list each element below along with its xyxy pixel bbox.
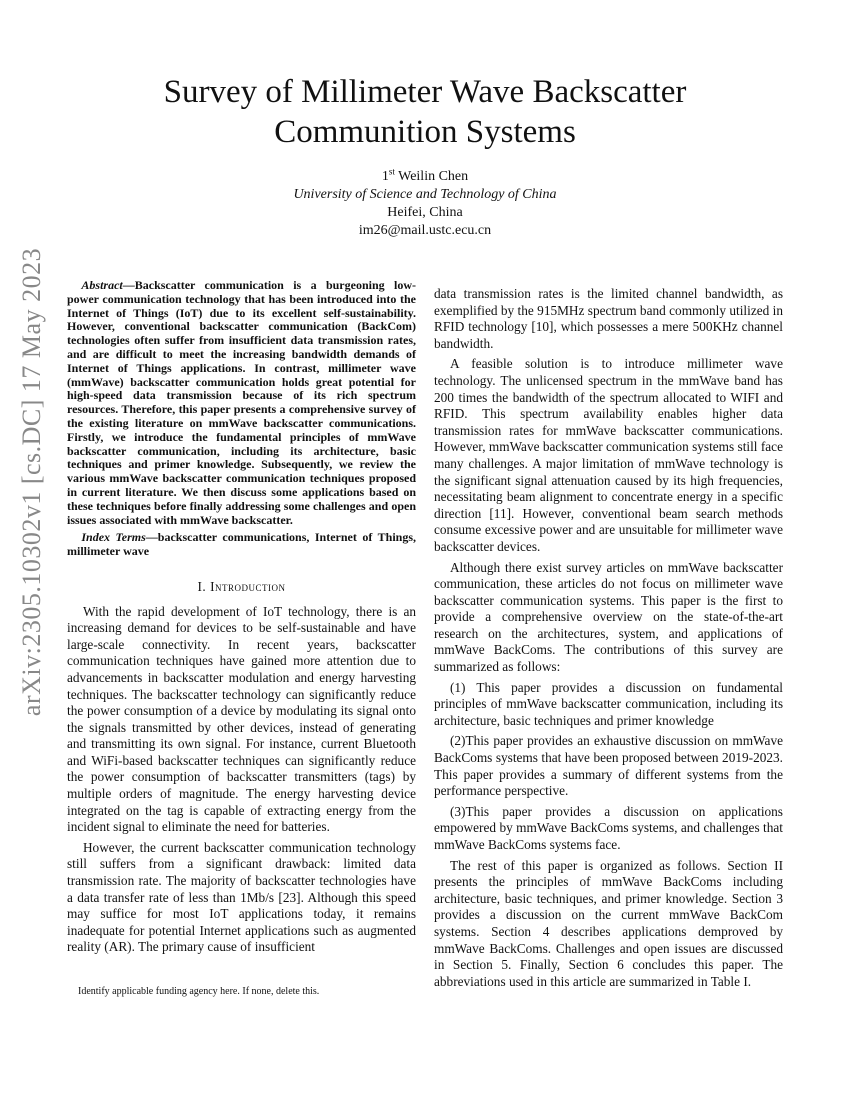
author-name: Weilin Chen <box>398 169 469 184</box>
abstract <box>67 279 416 527</box>
intro-paragraph-2: However, the current backscatter communication technology still suffers from a significant drawback: limited data transmission rate. The majority of backscatter technologies have a data transfer rate of less than 1Mb/s [23]. Although this speed may suffice for most IoT applications today, it remains inadequate for potential Internet applications such as augmented reality (AR). The primary cause of insufficient <box>67 839 416 955</box>
section-heading-introduction <box>67 579 416 596</box>
paper-title-line2: Communition Systems <box>274 114 576 150</box>
funding-footnote: Identify applicable funding agency here. If none, delete this. <box>78 986 320 997</box>
paper-title-line1: Survey of Millimeter Wave Backscatter <box>163 74 687 110</box>
intro-paragraph-3: A feasible solution is to introduce millimeter wave technology. The unlicensed spectrum in the mmWave band has 200 times the bandwidth of the spectrum allocated to WIFI and RFID. This spectrum availability enables higher data transmission rates for mmWave backscatter communications. However, mmWave backscatter communication systems still face many challenges. A major limitation of mmWave technology is the significant signal attenuation caused by its high frequencies, necessitating beam alignment to concentrate energy in a specific direction [11]. However, conventional beam search methods consume excessive power and are unsuitable for millimeter wave backscatter devices. <box>434 356 783 554</box>
paper-organization: The rest of this paper is organized as follows. Section II presents the principles of mmWave BackComs including architecture, basic techniques, and primer knowledge. Section 3 provides a discussion on the current mmWave BackCom systems. Section 4 describes applications demproved by mmWave BackComs. Challenges and open issues are discussed in Section 5. Finally, Section 6 concludes this paper. The abbreviations used in this article are summarized in Table I. <box>434 857 783 989</box>
left-column <box>67 279 416 960</box>
author-prefix-sup: st <box>388 166 395 177</box>
paper-title <box>100 72 750 152</box>
contribution-2: (2)This paper provides an exhaustive discussion on mmWave BackComs systems that have been proposed between 2019-2023. This paper provides a summary of different systems from the performance perspective. <box>434 733 783 799</box>
author-line <box>200 168 650 186</box>
author-block <box>200 168 650 240</box>
arxiv-identifier-text: arXiv:2305.10302v1 [cs.DC] 17 May 2023 <box>17 247 46 717</box>
contribution-1: (1) This paper provides a discussion on fundamental principles of mmWave backscatter communication, including its architecture, basic techniques and primer knowledge <box>434 679 783 728</box>
intro-paragraph-4: Although there exist survey articles on mmWave backscatter communication, these articles do not focus on millimeter wave backscatter communication systems. This paper is the first to provide a comprehensive overview on the state-of-the-art research on the architectures, system, and applications of mmWave BackComs. The contributions of this survey are summarized as follows: <box>434 559 783 675</box>
abstract-label: Abstract <box>81 278 123 292</box>
intro-paragraph-continued: data transmission rates is the limited channel bandwidth, as exemplified by the 915MHz spectrum band commonly utilized in RFID technology [10], which possesses a mere 500KHz channel bandwidth. <box>434 286 783 351</box>
contribution-3: (3)This paper provides a discussion on applications empowered by mmWave BackComs systems, and challenges that mmWave BackComs systems face. <box>434 803 783 852</box>
author-location: Heifei, China <box>387 205 463 220</box>
section-title: Introduction <box>210 578 286 594</box>
intro-paragraph-1: With the rapid development of IoT technology, there is an increasing demand for devices to be self-sustainable and have large-scale connectivity. In recent years, backscatter communication techniques have gained more attention due to advancements in backscatter modulation and energy harvesting techniques. The backscatter technology can significantly reduce the power consumption of a device by modulating its signal onto the signals transmitted by other devices, instead of generating and transmitting its own signal. For instance, current Bluetooth and WiFi-based backscatter techniques can significantly reduce the power consumption of backscatter transmitters (tags) by multiple orders of magnitude. The energy harvesting device integrated on the tag is capable of extracting energy from the incident signal to eliminate the need for batteries. <box>67 603 416 835</box>
author-prefix: 1 <box>381 169 389 184</box>
index-terms <box>67 531 416 559</box>
abstract-text: —Backscatter communication is a burgeoning low-power communication technology that has been introduced into the Internet of Things (IoT) due to its excellent self-sustainability. However, conventional backscatter communication (BackCom) technologies often suffer from insufficient data transmission rates, and are difficult to meet the increasing bandwidth demands of Internet of Things applications. In contrast, millimeter wave (mmWave) backscatter communication holds great potential for high-speed data transmission because of its rich spectrum resources. Therefore, this paper presents a comprehensive survey of the existing literature on mmWave backscatter communications. Firstly, we introduce the fundamental principles of mmWave backscatter communication, including its architecture, basic techniques and primer knowledge. Subsequently, we review the various mmWave backscatter communication techniques proposed in current literature. We then discuss some applications based on these techniques before finally addressing some challenges and open issues associated with mmWave backscatter. <box>67 278 416 527</box>
index-terms-label: Index Terms <box>81 530 146 545</box>
section-numeral: I. <box>197 578 207 594</box>
index-terms-text: —backscatter communications, Internet of Things, millimeter wave <box>67 530 416 559</box>
arxiv-identifier <box>6 247 58 717</box>
author-affiliation: University of Science and Technology of China <box>293 187 557 202</box>
author-email: im26@mail.ustc.ecu.cn <box>358 223 492 238</box>
right-column <box>434 286 783 994</box>
